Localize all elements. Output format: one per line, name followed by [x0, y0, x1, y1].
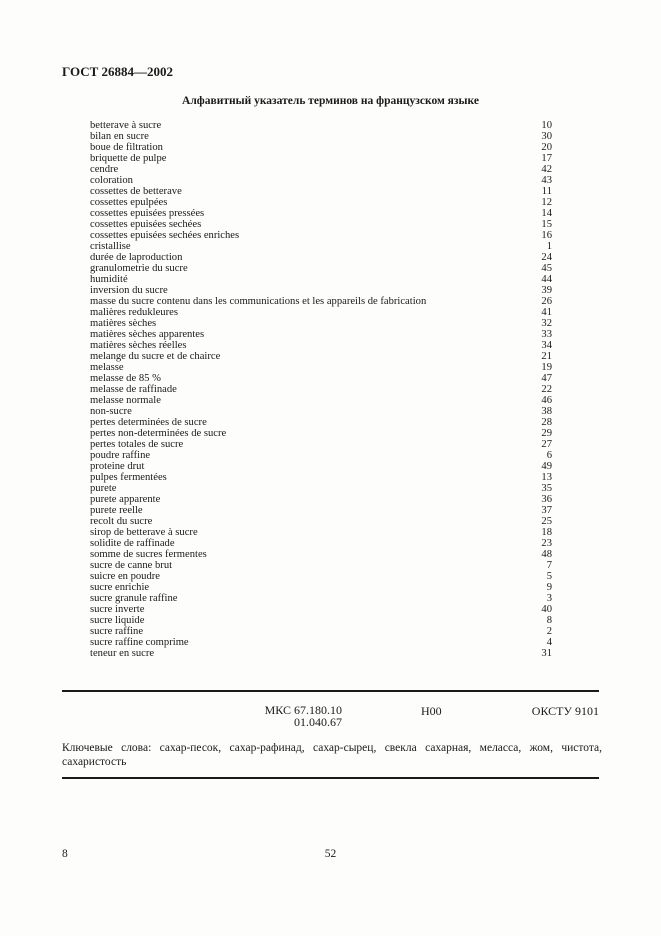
- index-term: sucre de canne brut: [90, 560, 173, 571]
- index-entry: [90, 648, 552, 659]
- index-entry: [90, 439, 552, 450]
- index-number: 36: [541, 494, 552, 505]
- index-term: inversion du sucre: [90, 285, 168, 296]
- index-number: 17: [541, 153, 552, 164]
- index-term: melasse de 85 %: [90, 373, 161, 384]
- index-term: pertes determinées de sucre: [90, 417, 207, 428]
- index-title: Алфавитный указатель терминов на французском языке: [182, 95, 479, 107]
- mks-code-1: МКС 67.180.10: [264, 703, 342, 717]
- index-number: 49: [541, 461, 552, 472]
- index-entry: [90, 241, 552, 252]
- index-term: cossettes epuisées pressées: [90, 208, 205, 219]
- index-entry: [90, 560, 552, 571]
- index-entry: [90, 604, 552, 615]
- index-term: poudre raffine: [90, 450, 151, 461]
- index-entry: [90, 120, 552, 131]
- index-term: betterave à sucre: [90, 120, 162, 131]
- index-number: 24: [541, 252, 552, 263]
- index-entry: [90, 472, 552, 483]
- index-entry: [90, 615, 552, 626]
- index-number: 12: [541, 197, 552, 208]
- index-term: recolt du sucre: [90, 516, 153, 527]
- index-number: 2: [546, 626, 552, 637]
- index-term: sirop de betterave à sucre: [90, 527, 198, 538]
- index-entry: [90, 285, 552, 296]
- index-entry: [90, 186, 552, 197]
- index-entry: [90, 175, 552, 186]
- index-term: malières redukleures: [90, 307, 178, 318]
- index-entry: [90, 252, 552, 263]
- index-number: 4: [546, 637, 552, 648]
- document-code: ГОСТ 26884—2002: [62, 64, 174, 79]
- index-entry: [90, 538, 552, 549]
- index-entry: [90, 351, 552, 362]
- index-number: 39: [541, 285, 552, 296]
- index-entry: [90, 494, 552, 505]
- divider-top: [62, 690, 599, 692]
- index-term: cristallise: [90, 241, 131, 252]
- index-term: matières sèches: [90, 318, 157, 329]
- index-term: suicre en poudre: [90, 571, 161, 582]
- index-entry: [90, 483, 552, 494]
- index-number: 18: [541, 527, 552, 538]
- index-entry: [90, 527, 552, 538]
- index-term: non-sucre: [90, 406, 132, 417]
- index-entry: [90, 131, 552, 142]
- index-number: 38: [541, 406, 552, 417]
- index-term: sucre raffine comprime: [90, 637, 189, 648]
- index-entry: [90, 450, 552, 461]
- index-entry: [90, 307, 552, 318]
- index-term: melasse normale: [90, 395, 161, 406]
- index-list: [90, 120, 552, 659]
- index-entry: [90, 406, 552, 417]
- index-number: 25: [541, 516, 552, 527]
- divider-bottom: [62, 777, 599, 779]
- index-number: 23: [541, 538, 552, 549]
- index-entry: [90, 461, 552, 472]
- index-number: 16: [541, 230, 552, 241]
- index-term: melasse de raffinade: [90, 384, 177, 395]
- index-number: 6: [546, 450, 552, 461]
- index-term: pulpes fermentées: [90, 472, 167, 483]
- index-number: 29: [541, 428, 552, 439]
- index-term: cossettes epulpées: [90, 197, 168, 208]
- index-term: sucre raffine: [90, 626, 144, 637]
- index-entry: [90, 384, 552, 395]
- index-term: pertes totales de sucre: [90, 439, 184, 450]
- index-term: somme de sucres fermentes: [90, 549, 207, 560]
- index-entry: [90, 329, 552, 340]
- index-entry: [90, 164, 552, 175]
- index-term: sucre granule raffine: [90, 593, 178, 604]
- index-number: 15: [541, 219, 552, 230]
- index-number: 5: [546, 571, 552, 582]
- index-term: pertes non-determinées de sucre: [90, 428, 227, 439]
- index-entry: [90, 362, 552, 373]
- index-term: matières sèches réelles: [90, 340, 187, 351]
- index-entry: [90, 516, 552, 527]
- index-entry: [90, 219, 552, 230]
- index-number: 9: [546, 582, 552, 593]
- index-term: masse du sucre contenu dans les communications et les appareils de fabrication: [90, 296, 427, 307]
- okstu-code: ОКСТУ 9101: [531, 704, 599, 718]
- index-entry: [90, 340, 552, 351]
- index-number: 33: [541, 329, 552, 340]
- index-term: purete: [90, 483, 117, 494]
- index-term: durée de laproduction: [90, 252, 183, 263]
- index-number: 40: [541, 604, 552, 615]
- index-number: 42: [541, 164, 552, 175]
- index-term: teneur en sucre: [90, 648, 155, 659]
- index-term: purete apparente: [90, 494, 161, 505]
- index-entry: [90, 395, 552, 406]
- index-term: proteine drut: [90, 461, 145, 472]
- index-term: matières sèches apparentes: [90, 329, 205, 340]
- index-term: cossettes epuisées sechées enriches: [90, 230, 240, 241]
- index-number: 11: [541, 186, 552, 197]
- index-entry: [90, 373, 552, 384]
- index-entry: [90, 417, 552, 428]
- index-term: coloration: [90, 175, 133, 186]
- index-term: humidité: [90, 274, 128, 285]
- index-number: 46: [541, 395, 552, 406]
- mks-classification: [260, 704, 342, 728]
- index-term: bilan en sucre: [90, 131, 149, 142]
- index-number: 3: [546, 593, 552, 604]
- h-code: Н00: [421, 704, 442, 718]
- index-entry: [90, 296, 552, 307]
- index-entry: [90, 274, 552, 285]
- index-entry: [90, 428, 552, 439]
- index-entry: [90, 142, 552, 153]
- index-entry: [90, 626, 552, 637]
- index-entry: [90, 153, 552, 164]
- index-number: 20: [541, 142, 552, 153]
- index-term: briquette de pulpe: [90, 153, 167, 164]
- index-entry: [90, 197, 552, 208]
- index-entry: [90, 230, 552, 241]
- index-number: 1: [546, 241, 552, 252]
- index-number: 32: [541, 318, 552, 329]
- index-number: 8: [546, 615, 552, 626]
- index-number: 26: [541, 296, 552, 307]
- index-number: 28: [541, 417, 552, 428]
- index-term: boue de filtration: [90, 142, 163, 153]
- page-number-left: 8: [62, 848, 68, 860]
- index-number: 30: [541, 131, 552, 142]
- index-number: 35: [541, 483, 552, 494]
- index-entry: [90, 208, 552, 219]
- index-term: cendre: [90, 164, 119, 175]
- index-number: 43: [541, 175, 552, 186]
- index-term: granulometrie du sucre: [90, 263, 188, 274]
- index-term: melasse: [90, 362, 124, 373]
- index-term: sucre inverte: [90, 604, 145, 615]
- index-number: 41: [541, 307, 552, 318]
- index-number: 31: [541, 648, 552, 659]
- keywords: Ключевые слова: сахар-песок, сахар-рафинад, сахар-сырец, свекла сахарная, меласса, жом, чистота, сахаристость: [62, 742, 602, 768]
- index-entry: [90, 637, 552, 648]
- index-entry: [90, 582, 552, 593]
- index-entry: [90, 593, 552, 604]
- index-term: cossettes epuisées sechées: [90, 219, 202, 230]
- index-number: 27: [541, 439, 552, 450]
- index-number: 37: [541, 505, 552, 516]
- index-entry: [90, 571, 552, 582]
- index-entry: [90, 549, 552, 560]
- index-number: 21: [541, 351, 552, 362]
- index-number: 14: [541, 208, 552, 219]
- index-number: 7: [546, 560, 552, 571]
- index-number: 34: [541, 340, 552, 351]
- index-number: 10: [541, 120, 552, 131]
- index-term: cossettes de betterave: [90, 186, 182, 197]
- index-number: 44: [541, 274, 552, 285]
- index-term: melange du sucre et de chairce: [90, 351, 221, 362]
- index-term: sucre liquide: [90, 615, 145, 626]
- index-term: purete reelle: [90, 505, 143, 516]
- index-term: sucre enrichie: [90, 582, 150, 593]
- index-term: solidite de raffinade: [90, 538, 175, 549]
- index-entry: [90, 505, 552, 516]
- index-number: 47: [541, 373, 552, 384]
- index-number: 19: [541, 362, 552, 373]
- index-number: 22: [541, 384, 552, 395]
- index-entry: [90, 318, 552, 329]
- mks-code-2: 01.040.67: [294, 715, 342, 729]
- index-entry: [90, 263, 552, 274]
- index-number: 48: [541, 549, 552, 560]
- index-number: 13: [541, 472, 552, 483]
- index-number: 45: [541, 263, 552, 274]
- page-number-center: 52: [324, 848, 337, 860]
